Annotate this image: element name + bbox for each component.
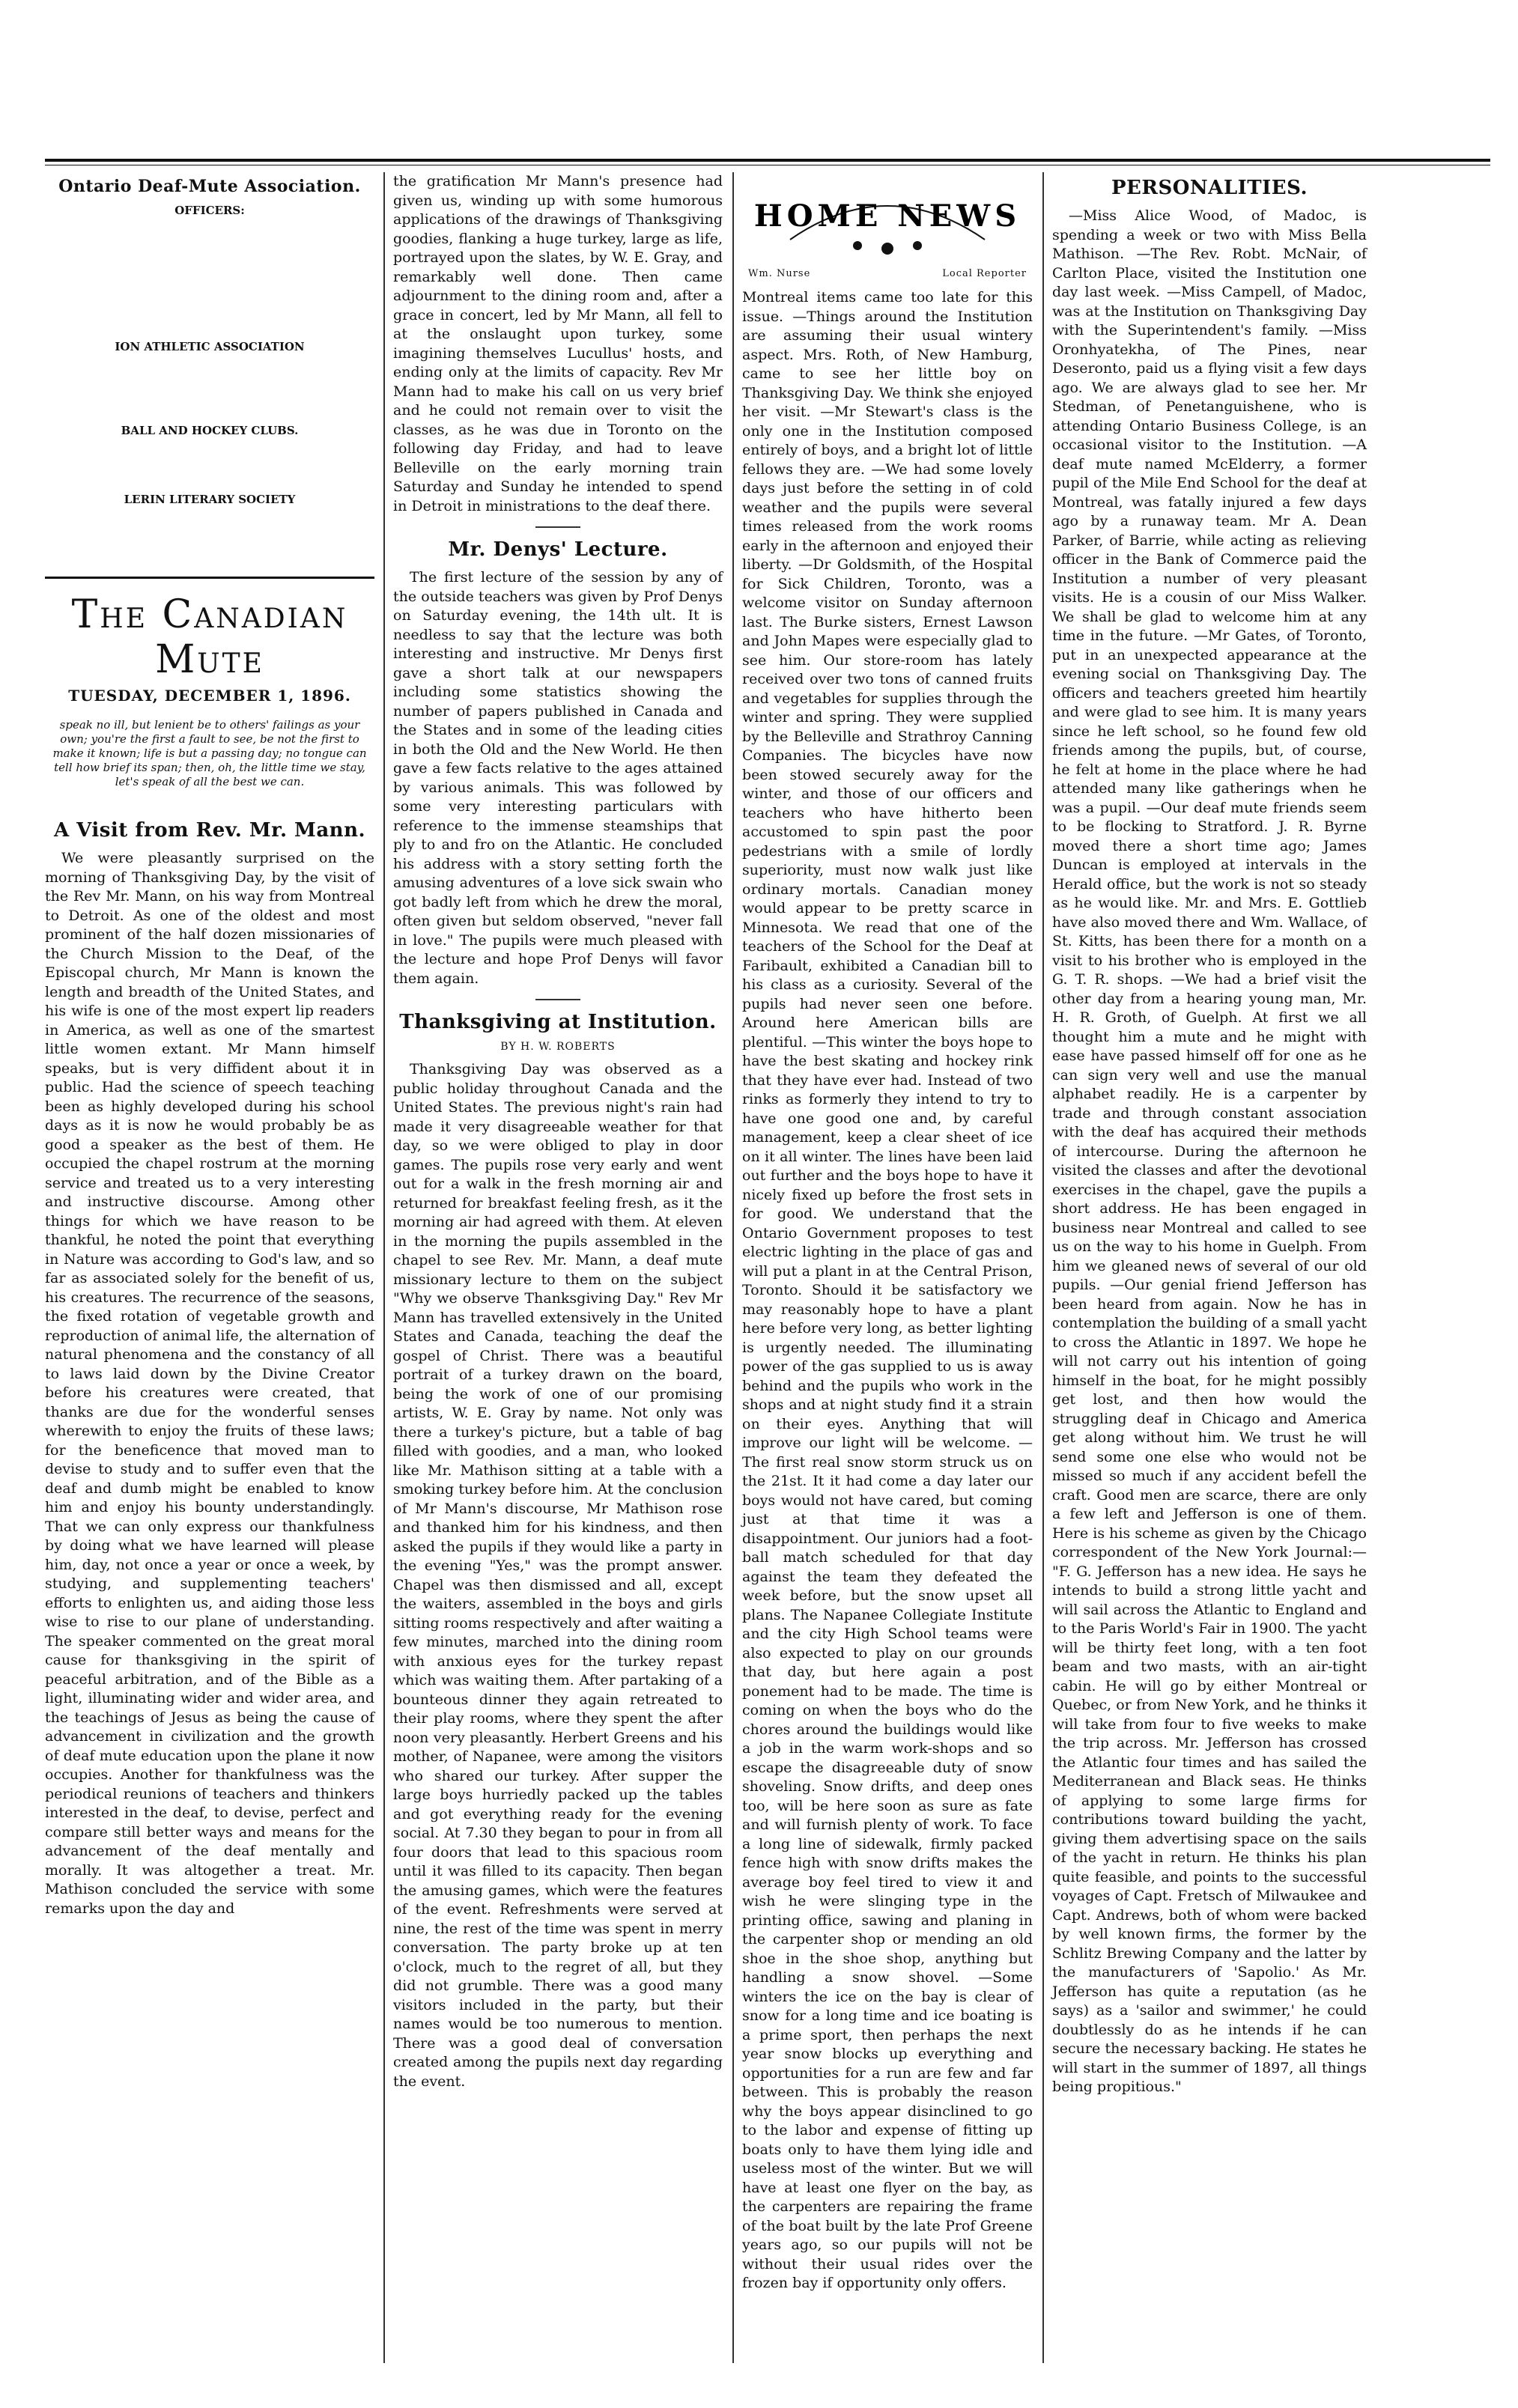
section-divider <box>535 526 580 528</box>
section-divider <box>535 999 580 1000</box>
hockey-heading: BALL AND HOCKEY CLUBS. <box>121 424 299 437</box>
denys-article: The first lecture of the session by any of the outside teachers was given by Prof Denys on Saturday evening, the 14th ult. It is needless to say that the lecture was both interesting and instructive. Mr Denys first gave a short talk at our newspapers including some statistics showing the number of papers published in Canada and the States and in some of the leading cities in both the Old and the New World. He then gave a few facts relative to the ages attained by various animals. This was followed by some very interesting particulars with reference to the immense steamships that ply to and fro on the Atlantic. He concluded his address with a story setting forth the amusing adventures of a love sick swain who got badly left from which he drew the moral, often given but seldom observed, "never fall in love." The pupils were much pleased with the lecture and hope Prof Denys will favor them again. <box>393 569 723 987</box>
athletic-officers <box>67 356 374 416</box>
thanksgiving-heading: Thanksgiving at Institution. <box>399 1011 717 1033</box>
top-rule <box>45 159 1490 162</box>
masthead-rule <box>45 577 374 579</box>
column-2 <box>393 172 723 2378</box>
hockey-officers <box>67 440 374 485</box>
denys-heading: Mr. Denys' Lecture. <box>448 538 668 561</box>
thanksgiving-article: Thanksgiving Day was observed as a public holiday throughout Canada and the United States. The previous night's rain had made it very disagreeable weather for that day, so we were obliged to play in door games. The pupils rose very early and went out for a walk in the fresh morning air and returned for breakfast feeling fresh, as it the morning air had agreed with them. At eleven in the morning the pupils assembled in the chapel to see Rev. Mr. Mann, a deaf mute missionary lecture to them on the subject "Why we observe Thanksgiving Day." Rev Mr Mann has travelled extensively in the United States and Canada, teaching the deaf the gospel of Christ. There was a beautiful portrait of a turkey drawn on the board, being the work of one of our promising artists, W. E. Gray by name. Not only was there a turkey's picture, but a table of bag filled with goodies, and a man, who looked like Mr. Mathison sitting at a table with a smoking turkey before him. At the conclusion of Mr Mann's discourse, Mr Mathison rose and thanked him for his kindness, and then asked the pupils if they would like a party in the evening "Yes," was the prompt answer. Chapel was then dismissed and all, except the waiters, assembled in the boys and girls sitting rooms respectively and after waiting a few minutes, marched into the dining room with anxious eyes for the turkey repast which was waiting them. After partaking of a bounteous dinner they again retreated to their play rooms, where they spent the after noon very pleasantly. Herbert Greens and his mother, of Napanee, were among the visitors who shared our turkey. After supper the large boys hurriedly packed up the tables and got everything ready for the evening social. At 7.30 they began to pour in from all four doors that lead to this spacious room until it was filled to its capacity. Then began the amusing games, which were the features of the event. Refreshments were served at nine, the rest of the time was spent in merry conversation. The party broke up at ten o'clock, much to the regret of all, but they did not grumble. There was a good many visitors included in the party, but their names would be too numerous to mention. There was a good deal of conversation created among the pupils next day regarding the event. <box>393 1061 723 2090</box>
masthead: The Canadian Mute <box>71 592 348 682</box>
literary-officers <box>67 509 374 569</box>
personalities-heading: PERSONALITIES. <box>1111 177 1308 199</box>
home-news-caption <box>748 268 1027 279</box>
column-separator-2 <box>732 172 734 2363</box>
motto: speak no ill, but lenient be to others' failings as your own; you're the first a fault to see, be not the first to make it known; life is but a passing day; no tongue can tell how brief its span; then, oh, the little time we stay, let's speak of all the best we can. <box>52 718 367 788</box>
dateline: TUESDAY, DECEMBER 1, 1896. <box>68 687 351 705</box>
home-news-article: Montreal items came too late for this issue. —Things around the Institution are assuming their usual wintery aspect. Mrs. Roth, of New Hamburg, came to see her little boy on Thanksgiving Day. We think she enjoyed her visit. —Mr Stewart's class is the only one in the Institution composed entirely of boys, and a bright lot of little fellows they are. —We had some lovely days just before the setting in of cold weather and the pupils were several times released from the work rooms early in the afternoon and enjoyed their liberty. —Dr Goldsmith, of the Hospital for Sick Children, Toronto, was a welcome visitor on Sunday afternoon last. The Burke sisters, Ernest Lawson and John Mapes were especially glad to see him. Our store-room has lately received over two tons of canned fruits and vegetables for supplies through the winter and spring. They were supplied by the Belleville and Strathroy Canning Companies. The bicycles have now been stowed securely away for the winter, and those of our officers and teachers who have hitherto been accustomed to spin past the poor pedestrians with a smile of lordly superiority, must now walk just like ordinary mortals. Canadian money would appear to be pretty scarce in Minnesota. We read that one of the teachers of the School for the Deaf at Faribault, exhibited a Canadian bill to his class as a curiosity. Several of the pupils had never seen one before. Around here American bills are plentiful. —This winter the boys hope to have the best skating and hockey rink that they have ever had. Instead of two rinks as formerly they intend to try to have one good one and, by careful management, keep a clear sheet of ice on it all winter. The lines have been laid out further and the boys hope to have it nicely fixed up before the frost sets in for good. We understand that the Ontario Government proposes to test electric lighting in the place of gas and will put a plant in at the Central Prison, Toronto. Should it be satisfactory we may reasonably hope to have a plant here before very long, as better lighting is urgently needed. The illuminating power of the gas supplied to us is away behind and the pupils who work in the shops and at night study find it a strain on their eyes. Anything that will improve our light will be welcome. —The first real snow storm struck us on the 21st. It it had come a day later our boys would not have cared, but coming just at that time it was a disappointment. Our juniors had a foot-ball match scheduled for that day against the team they defeated the week before, but the snow upset all plans. The Napanee Collegiate Institute and the city High School teams were also expected to play on our grounds that day, but here again a post ponement had to be made. The time is coming on when the boys who do the chores around the buildings would like a job in the warm work-shops and so escape the disagreeable duty of snow shoveling. Snow drifts, and deep ones too, will be here soon as sure as fate and will furnish plenty of work. To face a long line of sidewalk, firmly packed fence high with snow drifts makes the average boy feel tired to view it and wish he were slinging type in the printing office, sawing and planing in the carpenter shop or mending an old shoe in the shoe shop, anything but handling a snow shovel. —Some winters the ice on the bay is clear of snow for a long time and ice boating is a prime sport, then perhaps the next year snow blocks up everything and opportunities for a run are few and far between. This is probably the reason why the boys appear disinclined to go to the labor and expense of fitting up boats only to have them lying idle and useless most of the winter. But we will have at least one flyer on the bay, as the carpenters are repairing the frame of the boat built by the late Prof Greene years ago, so our pupils will not be without their usual rides over the frozen bay if opportunity only offers. <box>742 289 1033 2291</box>
column-3 <box>742 172 1033 2378</box>
association-heading: Ontario Deaf-Mute Association. <box>58 177 361 196</box>
home-news-logo-text: HOME NEWS <box>753 198 1021 234</box>
officers-heading: OFFICERS: <box>174 204 245 217</box>
visit-article: We were pleasantly surprised on the morning of Thanksgiving Day, by the visit of the Rev Mr. Mann, on his way from Montreal to Detroit. As one of the oldest and most prominent of the half dozen missionaries of the Church Mission to the Deaf, of the Episcopal church, Mr Mann is known the length and breadth of the United States, and his wife is one of the most expert lip readers in America, as well as one of the smartest little women extant. Mr Mann himself speaks, but is very diffident about it in public. Had the science of speech teaching been as highly developed during his school days as it is now he would probably be as good a speaker as the best of them. He occupied the chapel rostrum at the morning service and treated us to a very interesting and instructive discourse. Among other things for which we have reason to be thankful, he noted the point that everything in Nature was according to God's law, and so far as associated solely for the benefit of us, his creatures. The recurrence of the seasons, the fixed rotation of vegetable growth and reproduction of animal life, the alternation of natural phenomena and the constancy of all to laws laid down by the Divine Creator before his creatures were created, that thanks are due for the wonderful senses wherewith to enjoy the fruits of these laws; for the beneficence that moved man to devise to study and to suffer even that the deaf and dumb might be enabled to know him and enjoy his bounty understandingly. That we can only express our thankfulness by doing what we have learned will please him, day, not once a year or once a week, by studying, and supplementing teachers' efforts to enlighten us, and aiding those less wise to rise to our plane of understanding. The speaker commented on the great moral cause for thanksgiving in the spirit of peaceful arbitration, and of the Bible as a light, illuminating wider and wider area, and the teachings of Jesus as being the cause of advancement in civilization and the growth of deaf mute education upon the plane it now occupies. Another for thankfulness was the periodical reunions of teachers and thinkers interested in the deaf, to devise, perfect and compare still better ways and means for the advancement of the deaf mentally and morally. It was altogether a treat. Mr. Mathison concluded the service with some remarks upon the day and <box>45 850 374 1917</box>
officers-list <box>67 220 374 332</box>
home-news-editor: Wm. Nurse <box>748 268 811 279</box>
home-news-logo <box>742 180 1033 265</box>
column-4 <box>1052 172 1367 2378</box>
literary-heading: LERIN LITERARY SOCIETY <box>124 493 296 506</box>
column-separator-1 <box>383 172 385 2363</box>
column-1 <box>45 172 374 2378</box>
column-separator-3 <box>1042 172 1044 2363</box>
visit-heading: A Visit from Rev. Mr. Mann. <box>53 819 366 842</box>
personalities-article: —Miss Alice Wood, of Madoc, is spending a week or two with Miss Bella Mathison. —The Rev. Robt. McNair, of Carlton Place, visited the Institution one day last week. —Miss Campell, of Madoc, was at the Institution on Thanksgiving Day with the Superintendent's family. —Miss Oronhyatekha, of The Pines, near Deseronto, paid us a flying visit a few days ago. We are always glad to see her. Mr Stedman, of Penetanguishene, who is attending Ontario Business College, is an occasional visitor to the Institution. —A deaf mute named McElderry, a former pupil of the Mile End School for the deaf at Montreal, was fatally injured a few days ago by a runaway team. Mr A. Dean Parker, of Barrie, while acting as relieving officer in the Bank of Commerce paid the Institution a number of very pleasant visits. He is a cousin of our Miss Walker. We shall be glad to welcome him at any time in the future. —Mr Gates, of Toronto, put in an unexpected appearance at the evening social on Thanksgiving Day. The officers and teachers greeted him heartily and were glad to see him. It is many years since he left school, so he found few old friends among the pupils, but, of course, he felt at home in the place where he had attended many like gatherings when he was a pupil. —Our deaf mute friends seem to be flocking to Stratford. J. R. Byrne moved there a short time ago; James Duncan is employed at intervals in the Herald office, but the work is not so steady as he would like. Mr. and Mrs. E. Gottlieb have also moved there and Wm. Wallace, of St. Kitts, has been there for a month on a visit to his brother who is employed in the G. T. R. shops. —We had a brief visit the other day from a hearing young man, Mr. H. R. Groth, of Guelph. At first we all thought him a mute and he might with ease have passed himself off for one as he can sign very well and use the manual alphabet readily. He is a carpenter by trade and through constant association with the deaf has acquired their methods of intercourse. During the afternoon he visited the classes and after the devotional exercises in the chapel, gave the pupils a short address. He has been engaged in business near Montreal and called to see us on the way to his home in Guelph. From him we gleaned news of several of our old pupils. —Our genial friend Jefferson has been heard from again. Now he has in contemplation the building of a small yacht to cross the Atlantic in 1897. We hope he will not carry out his intention of going himself in the boat, for he might possibly get lost, and then how would the struggling deaf in Chicago and America get along without him. We trust he will send some one else who would not be missed so much if any accident befell the craft. Good men are scarce, there are only a few left and Jefferson is one of them. Here is his scheme as given by the Chicago correspondent of the New York Journal:— "F. G. Jefferson has a new idea. He says he intends to build a strong little yacht and will sail across the Atlantic to England and to the Paris World's Fair in 1900. The yacht will be thirty feet long, with a ten foot beam and two masts, with an air-tight cabin. He will go by either Montreal or Quebec, or from New York, and he thinks it will take from four to five weeks to make the trip across. Mr. Jefferson has crossed the Atlantic four times and has sailed the Mediterranean and Black seas. He thinks of applying to some large firms for contributions toward building the yacht, giving them advertising space on the sails of the yacht in return. He thinks his plan quite feasible, and points to the successful voyages of Capt. Fretsch of Milwaukee and Capt. Andrews, both of whom were backed by well known firms, the former by the Schlitz Brewing Company and the latter by the manufacturers of 'Sapolio.' As Mr. Jefferson has quite a reputation (as he says) as a 'sailor and swimmer,' he could doubtlessly do as he intends if he can secure the necessary backing. He states he will start in the summer of 1897, all things being propitious." <box>1052 207 1367 2095</box>
mann-article-continued: the gratification Mr Mann's presence had given us, winding up with some humorous applications of the drawings of Thanksgiving goodies, flanking a huge turkey, large as life, portrayed upon the slates, by W. E. Gray, and remarkably well done. Then came adjournment to the dining room and, after a grace in concert, led by Mr Mann, all fell to at the onslaught upon turkey, some imagining themselves Lucullus' hosts, and ending only at the limits of capacity. Rev Mr Mann had to make his call on us very brief and he could not remain over to visit the classes, as he was due in Toronto on the following day Friday, and had to leave Belleville on the early morning train Saturday and Sunday he intended to spend in Detroit in ministrations to the deaf there. <box>393 173 723 514</box>
athletic-heading: ION ATHLETIC ASSOCIATION <box>115 340 305 353</box>
thanksgiving-byline: BY H. W. ROBERTS <box>500 1041 616 1053</box>
home-news-reporter: Local Reporter <box>942 268 1027 279</box>
